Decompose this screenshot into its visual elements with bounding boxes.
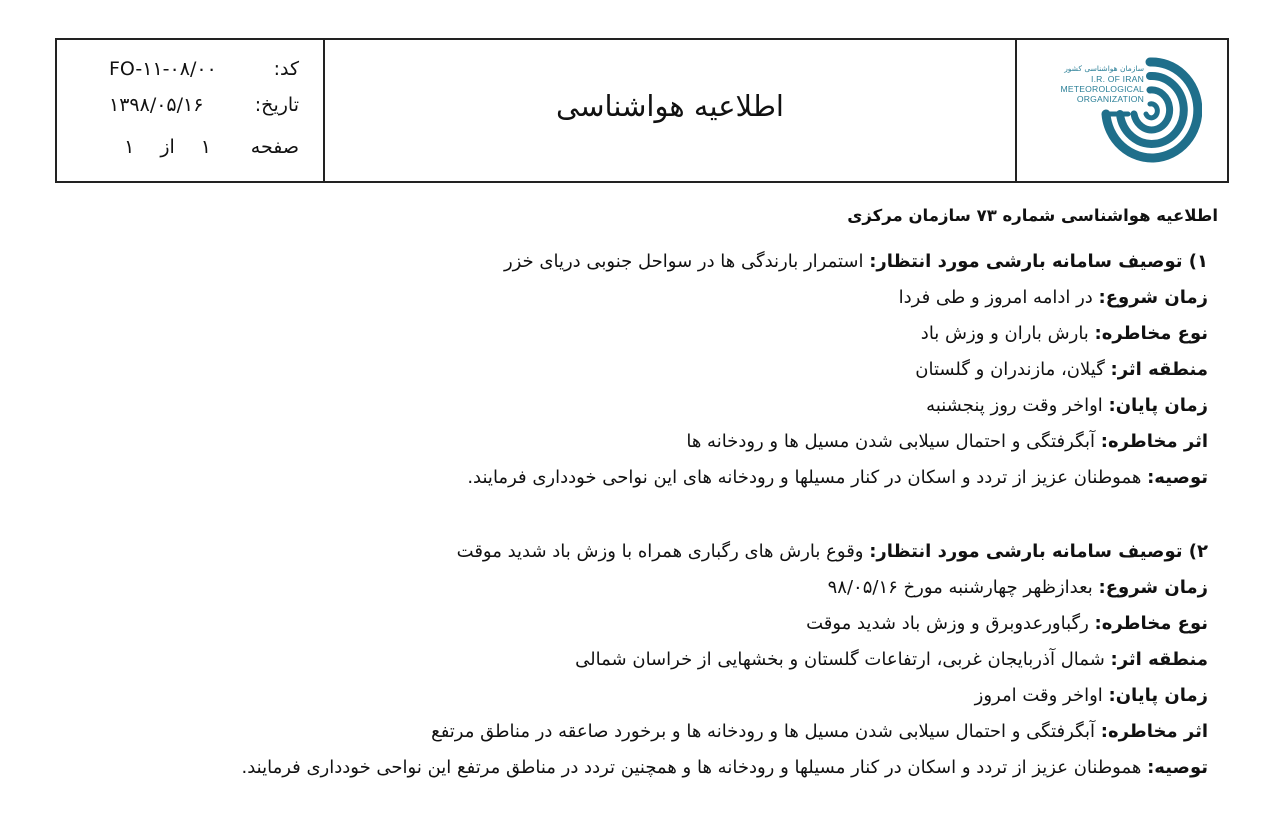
section-1-recommendation [78,460,1208,496]
section-2-affected-area [78,642,1208,678]
document-header [55,38,1229,183]
line-label: اثر مخاطره: [1100,431,1208,452]
code-row [75,54,299,84]
date-label: تاریخ: [254,94,299,116]
section-2-description [78,534,1208,570]
section-1 [78,244,1208,496]
logo-line-1: I.R. OF IRAN [1090,73,1144,84]
line-label: زمان پایان: [1108,395,1208,416]
line-value: وقوع بارش های رگباری همراه با وزش باد شدید موقت [456,541,870,562]
section-1-end-time [78,388,1208,424]
document-meta [57,40,325,181]
line-label: توصیه: [1147,467,1208,488]
line-label: اثر مخاطره: [1100,721,1208,742]
section-2-hazard-effect [78,714,1208,750]
section-2-end-time [78,678,1208,714]
page-of: از [160,136,175,158]
line-value: آبگرفتگی و احتمال سیلابی شدن مسیل ها و رودخانه ها [686,431,1101,452]
section-1-start-time [78,280,1208,316]
page-row [75,132,299,162]
section-1-description [78,244,1208,280]
section-2-recommendation [78,750,1208,786]
announcement-heading: اطلاعیه هواشناسی شماره ۷۳ سازمان مرکزی [847,206,1218,225]
line-label: ۱) توصیف سامانه بارشی مورد انتظار: [869,251,1208,272]
line-value: شمال آذربایجان غربی، ارتفاعات گلستان و بخشهایی از خراسان شمالی [575,649,1111,670]
section-2 [78,534,1208,786]
date-value: ۱۳۹۸/۰۵/۱۶ [109,94,204,116]
line-label: منطقه اثر: [1110,649,1208,670]
section-2-hazard-type [78,606,1208,642]
logo-text-fa: سازمان هواشناسی کشور [1064,63,1144,73]
meteorological-logo [1038,50,1206,172]
line-value: استمرار بارندگی ها در سواحل جنوبی دریای خزر [503,251,870,272]
code-label: کد: [273,58,299,80]
logo-line-2: METEOROLOGICAL [1060,83,1144,94]
line-value: هموطنان عزیز از تردد و اسکان در کنار مسیلها و رودخانه های این نواحی خودداری فرمایند. [467,467,1148,488]
code-value: FO-۱۱-۰۸/۰۰ [109,58,217,80]
line-value: اواخر وقت امروز [974,685,1109,706]
line-label: نوع مخاطره: [1094,613,1208,634]
line-value: رگباورعدوبرق و وزش باد شدید موقت [806,613,1095,634]
line-value: بعدازظهر چهارشنبه مورخ ۹۸/۰۵/۱۶ [827,577,1099,598]
page-total: ۱ [124,136,135,158]
line-value: هموطنان عزیز از تردد و اسکان در کنار مسیلها و رودخانه ها و همچنین تردد در مناطق مرتفع این نواحی خودداری فرمایند. [241,757,1148,778]
section-1-affected-area [78,352,1208,388]
logo-cell [1015,40,1227,181]
document-title: اطلاعیه هواشناسی [556,88,784,123]
line-label: نوع مخاطره: [1094,323,1208,344]
line-label: زمان شروع: [1098,577,1208,598]
section-2-start-time [78,570,1208,606]
announcement-body [78,204,1218,786]
line-value: در ادامه امروز و طی فردا [898,287,1099,308]
line-label: توصیه: [1147,757,1208,778]
spiral-emblem-icon [1098,56,1202,164]
page-label: صفحه [250,136,299,158]
date-row [75,90,299,120]
title-cell [325,40,1015,181]
section-1-hazard-effect [78,424,1208,460]
page-numbers [75,136,233,158]
line-label: زمان شروع: [1098,287,1208,308]
line-label: زمان پایان: [1108,685,1208,706]
line-value: بارش باران و وزش باد [920,323,1095,344]
line-value: گیلان، مازندران و گلستان [915,359,1111,380]
line-value: اواخر وقت روز پنجشنبه [926,395,1109,416]
page-numbers-group [75,136,223,158]
logo-line-3: ORGANIZATION [1076,94,1144,105]
line-label: ۲) توصیف سامانه بارشی مورد انتظار: [869,541,1208,562]
line-label: منطقه اثر: [1110,359,1208,380]
page-current: ۱ [200,136,211,158]
section-1-hazard-type [78,316,1208,352]
line-value: آبگرفتگی و احتمال سیلابی شدن مسیل ها و رودخانه ها و برخورد صاعقه در مناطق مرتفع [431,721,1101,742]
